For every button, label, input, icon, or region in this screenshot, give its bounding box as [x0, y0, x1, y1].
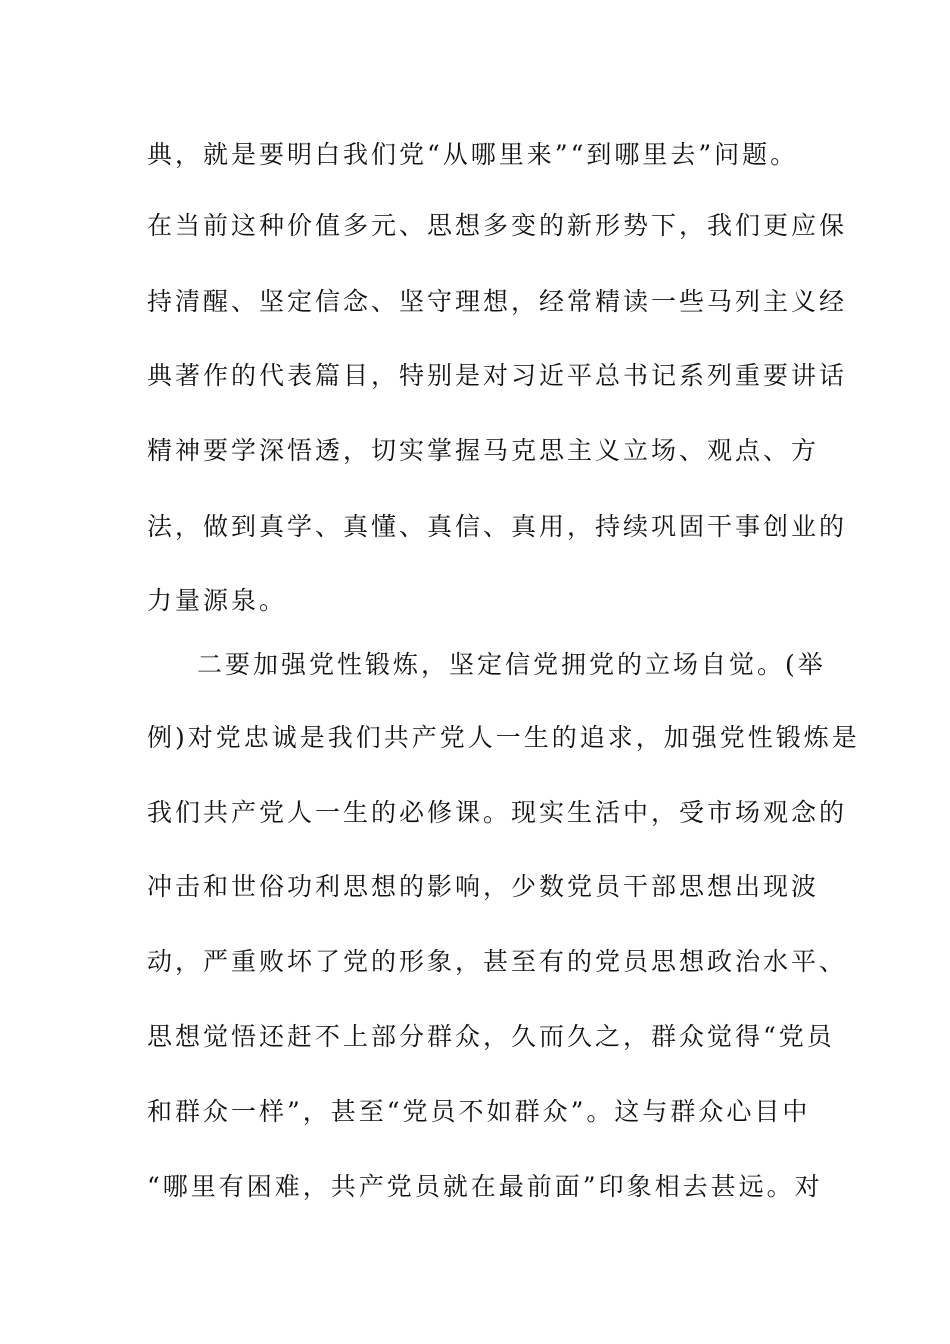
text-line: 例)对党忠诚是我们共产党人一生的追求，加强党性锻炼是: [147, 723, 860, 752]
text-line: 在当前这种价值多元、思想多变的新形势下，我们更应保: [147, 211, 848, 240]
text-line: 思想觉悟还赶不上部分群众，久而久之，群众觉得“党员: [147, 1022, 835, 1051]
text-line: 精神要学深悟透，切实掌握马克思主义立场、观点、方: [147, 436, 820, 465]
text-line: 和群众一样”，甚至“党员不如群众”。这与群众心目中: [147, 1097, 811, 1126]
text-line: 持清醒、坚定信念、坚守理想，经常精读一些马列主义经: [147, 287, 848, 316]
text-line: 力量源泉。: [147, 586, 288, 615]
text-line: 典著作的代表篇目，特别是对习近平总书记系列重要讲话: [147, 361, 848, 390]
text-line: 冲击和世俗功利思想的影响，少数党员干部思想出现波: [147, 872, 820, 901]
text-line: “哪里有困难，共产党员就在最前面”印象相去甚远。对: [147, 1172, 823, 1201]
text-line: 我们共产党人一生的必修课。现实生活中，受市场观念的: [147, 798, 848, 827]
text-line: 动，严重败坏了党的形象，甚至有的党员思想政治水平、: [147, 947, 848, 976]
text-line: 典，就是要明白我们党“从哪里来”“到哪里去”问题。: [147, 140, 799, 169]
text-line: 法，做到真学、真懂、真信、真用，持续巩固干事创业的: [147, 512, 848, 541]
paragraph-start-line: 二要加强党性锻炼，坚定信党拥党的立场自觉。(举: [197, 650, 826, 679]
